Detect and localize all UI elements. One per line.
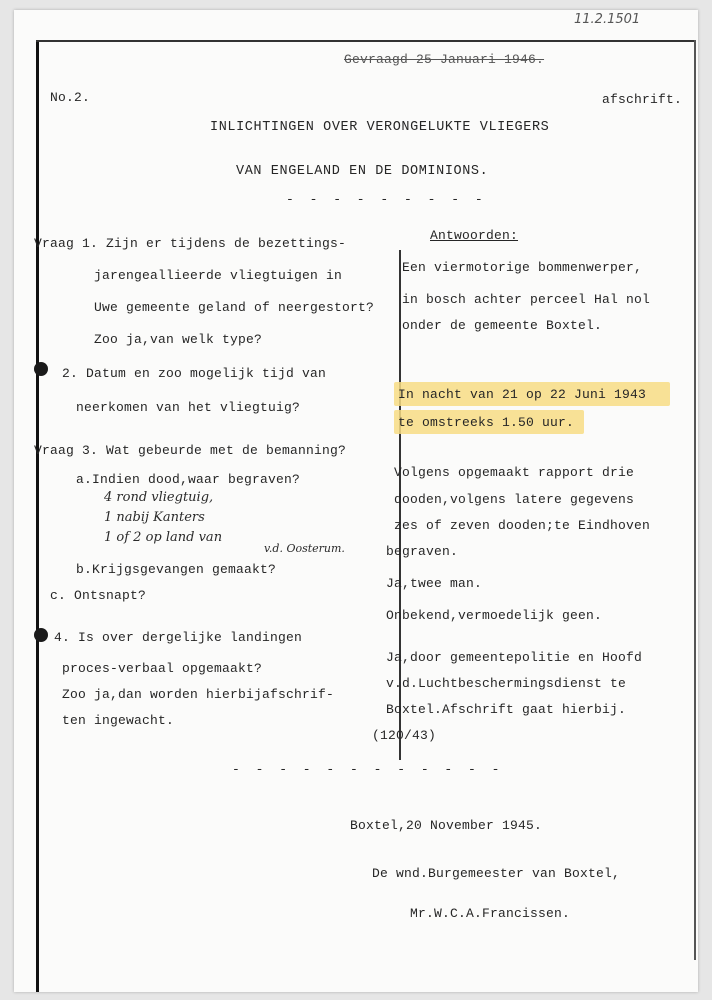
handwritten-note-line-1: 4 rond vliegtuig, xyxy=(104,490,214,505)
question-1-line-4: Zoo ja,van welk type? xyxy=(94,332,263,347)
answer-3-line-4: begraven. xyxy=(386,544,459,559)
document-page xyxy=(14,10,698,992)
question-4-line-3: Zoo ja,dan worden hierbijafschrif- xyxy=(62,687,335,702)
scan-edge-top xyxy=(36,40,696,42)
answer-4-line-1: Ja,door gemeentepolitie en Hoofd xyxy=(386,650,643,665)
question-3-line-a: a.Indien dood,waar begraven? xyxy=(76,472,301,487)
question-3-line-b: b.Krijgsgevangen gemaakt? xyxy=(76,562,277,577)
title-line-1: INLICHTINGEN OVER VERONGELUKTE VLIEGERS xyxy=(210,120,550,135)
question-3-line-1: Vraag 3. Wat gebeurde met de bemanning? xyxy=(34,443,347,458)
copy-label: afschrift. xyxy=(602,92,683,107)
question-4-line-1: 4. Is over dergelijke landingen xyxy=(54,630,303,645)
answer-1-line-1: Een viermotorige bommenwerper, xyxy=(402,260,643,275)
answer-3-line-1: Volgens opgemaakt rapport drie xyxy=(394,465,635,480)
answer-3-line-3: zes of zeven dooden;te Eindhoven xyxy=(394,518,651,533)
handwritten-note-line-3: 1 of 2 op land van xyxy=(104,530,223,545)
answer-3-line-2: dooden,volgens latere gegevens xyxy=(394,492,635,507)
scan-edge-right xyxy=(694,40,696,960)
punch-hole-icon xyxy=(34,362,48,376)
signatory-title: De wnd.Burgemeester van Boxtel, xyxy=(372,866,621,881)
answer-4-line-3: Boxtel.Afschrift gaat hierbij. xyxy=(386,702,627,717)
question-2-line-1: 2. Datum en zoo mogelijk tijd van xyxy=(62,366,327,381)
answer-3-line-6: Onbekend,vermoedelijk geen. xyxy=(386,608,603,623)
answer-3-line-5: Ja,twee man. xyxy=(386,576,483,591)
answer-4-line-4: (120/43) xyxy=(372,728,437,743)
question-3-line-c: c. Ontsnapt? xyxy=(50,588,147,603)
title-line-2: VAN ENGELAND EN DE DOMINIONS. xyxy=(236,164,489,179)
archive-number: 11.2.1501 xyxy=(574,12,641,27)
header-dashes: - - - - - - - - - xyxy=(286,192,487,207)
question-4-line-2: proces-verbaal opgemaakt? xyxy=(62,661,263,676)
answer-1-line-2: in bosch achter perceel Hal nol xyxy=(402,292,651,307)
question-1-line-3: Uwe gemeente geland of neergestort? xyxy=(94,300,375,315)
handwritten-note-line-4: v.d. Oosterum. xyxy=(264,542,345,555)
answer-4-line-2: v.d.Luchtbeschermingsdienst te xyxy=(386,676,627,691)
struck-header-line: Gevraagd 25 Januari 1946. xyxy=(344,52,545,67)
question-4-line-4: ten ingewacht. xyxy=(62,713,175,728)
punch-hole-icon xyxy=(34,628,48,642)
answer-2-line-1: In nacht van 21 op 22 Juni 1943 xyxy=(398,387,647,402)
signatory-name: Mr.W.C.A.Francissen. xyxy=(410,906,571,921)
handwritten-note-line-2: 1 nabij Kanters xyxy=(104,510,205,525)
question-2-line-2: neerkomen van het vliegtuig? xyxy=(76,400,301,415)
place-and-date: Boxtel,20 November 1945. xyxy=(350,818,543,833)
answer-1-line-3: onder de gemeente Boxtel. xyxy=(402,318,603,333)
answers-heading: Antwoorden: xyxy=(430,228,519,243)
question-1-line-1: Vraag 1. Zijn er tijdens de bezettings- xyxy=(34,236,347,251)
question-1-line-2: jarengeallieerde vliegtuigen in xyxy=(94,268,343,283)
answer-2-line-2: te omstreeks 1.50 uur. xyxy=(398,415,575,430)
document-number: No.2. xyxy=(50,90,91,105)
footer-dashes: - - - - - - - - - - - - xyxy=(232,762,504,777)
scan-edge-left xyxy=(36,40,39,992)
